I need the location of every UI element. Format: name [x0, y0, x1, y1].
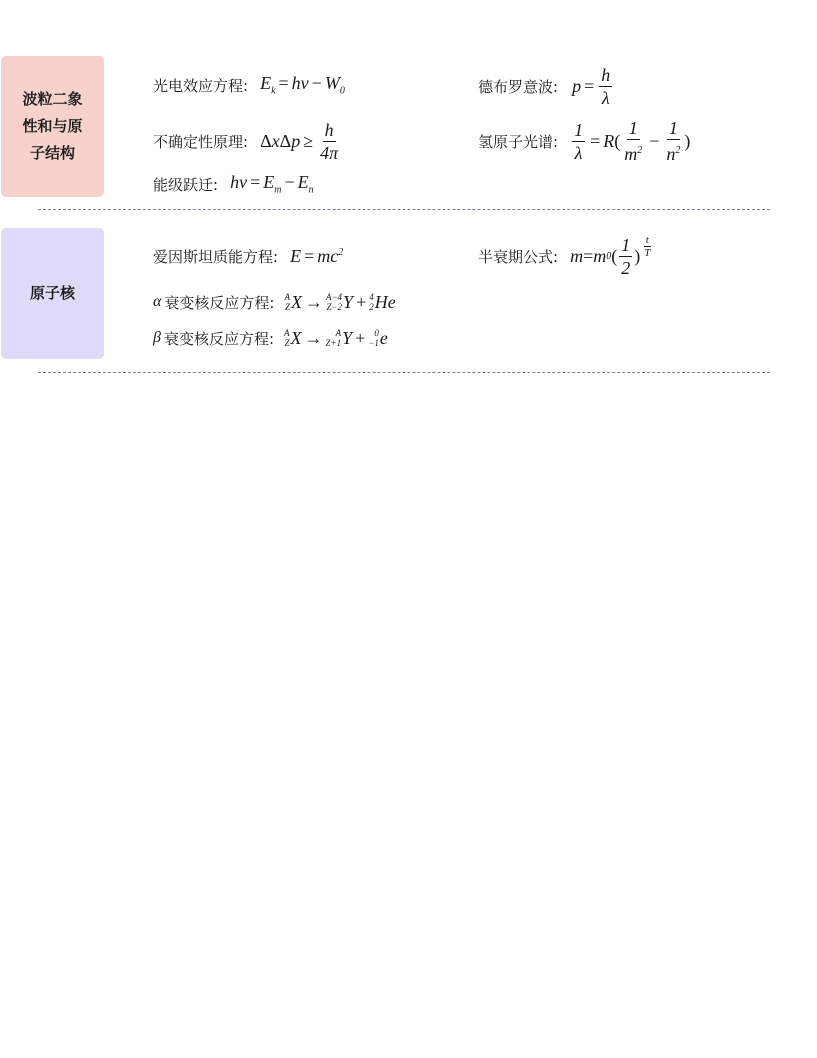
tag-line: 子结构 [29, 144, 75, 162]
section-tag-nucleus [1, 228, 104, 359]
uncertainty-principle [153, 117, 342, 165]
tag-line: 性和与原 [22, 117, 83, 135]
photoelectric-equation [153, 72, 345, 98]
alpha-decay [153, 289, 396, 315]
einstein-mass-energy [153, 243, 343, 269]
energy-transition [153, 171, 314, 197]
hydrogen-label: 氢原子光谱: [478, 132, 559, 151]
section-divider [38, 372, 770, 373]
uncertainty-label: 不确定性原理: [153, 132, 249, 151]
section-divider [38, 209, 770, 210]
transition-label: 能级跃迁: [153, 175, 219, 194]
beta-label: 衰变核反应方程: [163, 329, 275, 348]
debroglie-label: 德布罗意波: [478, 77, 559, 96]
section-tag-wave-atom [1, 56, 104, 197]
halflife-formula: m = m 0 ( $\frac{1}{2}$ ) $\frac{t}{T}$ [570, 233, 651, 278]
beta-formula: A Z X → A Z+1 Y + 0 −1 e [284, 327, 388, 348]
alpha-formula: A Z X → A−4 Z−2 Y + 4 2 He [284, 291, 396, 312]
transition-formula: $h\nu = E_m - E_n$ [230, 172, 314, 196]
photoelectric-formula: $E_k = h\nu - W_0$ [260, 73, 345, 97]
hydrogen-formula: $\frac{1}{\lambda}$ = R ( $\frac{1}{m^2}$ − $\frac{1}{n^2}$ ) [574, 118, 691, 164]
halflife-label: 半衰期公式: [478, 247, 559, 266]
uncertainty-formula: Δ x Δ p ≥ $\frac{h}{4\pi}$ [260, 119, 339, 163]
alpha-symbol: α [153, 293, 162, 310]
einstein-formula: $E = mc^2$ [290, 245, 344, 266]
alpha-label: 衰变核反应方程: [164, 293, 275, 312]
tag-text: 原子核 [29, 284, 75, 302]
debroglie-wave [478, 62, 614, 110]
beta-decay [153, 325, 388, 351]
beta-symbol: β [153, 329, 161, 346]
debroglie-formula: p = $\frac{h}{\lambda}$ [572, 64, 611, 108]
einstein-label: 爱因斯坦质能方程: [153, 247, 279, 266]
hydrogen-spectrum [478, 117, 690, 165]
photoelectric-label: 光电效应方程: [153, 76, 249, 95]
half-life [478, 232, 654, 280]
tag-line: 波粒二象 [22, 90, 83, 108]
